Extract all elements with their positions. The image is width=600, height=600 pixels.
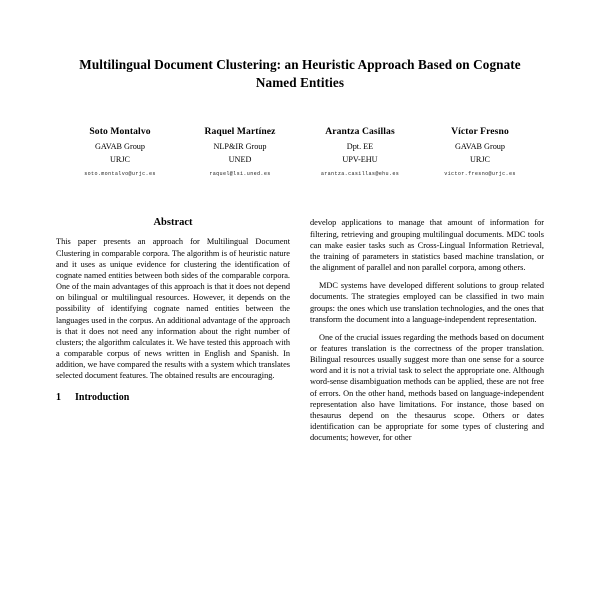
author-email: raquel@lsi.uned.es (209, 171, 271, 178)
author-entry (300, 126, 420, 177)
section-number: 1 (56, 392, 61, 404)
author-organization: UNED (228, 155, 252, 165)
author-affiliation: Dpt. EE (346, 142, 374, 152)
abstract-heading: Abstract (153, 217, 193, 229)
author-affiliation: GAVAB Group (455, 142, 505, 152)
author-email: arantza.casillas@ehu.es (320, 171, 400, 178)
author-affiliation: GAVAB Group (95, 142, 145, 152)
author-list (56, 126, 544, 177)
author-entry (60, 126, 180, 177)
section-heading-introduction (56, 392, 290, 403)
page-title: Multilingual Document Clustering: an Heuristic Approach Based on Cognate Named Entities (79, 57, 521, 91)
author-affiliation: NLP&IR Group (213, 142, 267, 152)
author-organization: UPV-EHU (342, 155, 378, 165)
author-organization: URJC (469, 155, 491, 165)
body-columns (56, 217, 544, 450)
author-entry (180, 126, 300, 177)
author-name: Soto Montalvo (89, 126, 151, 138)
author-name: Arantza Casillas (325, 126, 395, 138)
author-email: victor.fresno@urjc.es (444, 171, 516, 178)
paragraph: One of the crucial issues regarding the methods based on document or features translation is the correctness of the proper translation. Bilingual resources usually suggest more than one sense for a source word and it is not a trivial task to select the appropriate one. Although word-sense disambiguation methods can be applied, these are not free of errors. On the other hand, methods based on language-independent representation also have limitations. For instance, those based on thesaurus depend on the thesaurus scope. Others or dates identification can be appropriate for some types of clustering and documents; however, for other (310, 332, 544, 443)
left-column (56, 217, 290, 450)
right-column (310, 217, 544, 450)
paragraph: develop applications to manage that amount of information for filtering, retrieving and grouping multilingual documents. MDC tools can make easier tasks such as Cross-Lingual Information Retrieval, the training of parameters in statistics based machine translation, or the alignment of parallel and non parallel corpora, among others. (310, 218, 544, 273)
author-name: Raquel Martínez (204, 126, 276, 138)
author-name: Víctor Fresno (451, 126, 509, 138)
paragraph: MDC systems have developed different solutions to group related documents. The strategies employed can be classified in two main groups: the ones which use translation technologies, and the ones that transform the document into a language-independent representation. (310, 281, 544, 324)
section-title: Introduction (75, 392, 130, 404)
author-entry (420, 126, 540, 177)
author-organization: URJC (109, 155, 131, 165)
author-email: soto.montalvo@urjc.es (84, 171, 156, 178)
abstract-text: This paper presents an approach for Multilingual Document Clustering in comparable corpora. The algorithm is of heuristic nature and it uses as unique evidence for clustering the identification of cognate named entities between both sides of the comparable corpora. One of the main advantages of this approach is that it does not depend on bilingual or multilingual resources. However, it depends on the possibility of identifying cognate named entities between the languages used in the corpus. An additional advantage of the approach is that it does not need any information about the right number of clusters; the algorithm calculates it. We have tested this approach with a comparable corpus of news written in English and Spanish. In addition, we have compared the results with a system which translates selected document features. The obtained results are encouraging. (56, 237, 290, 381)
